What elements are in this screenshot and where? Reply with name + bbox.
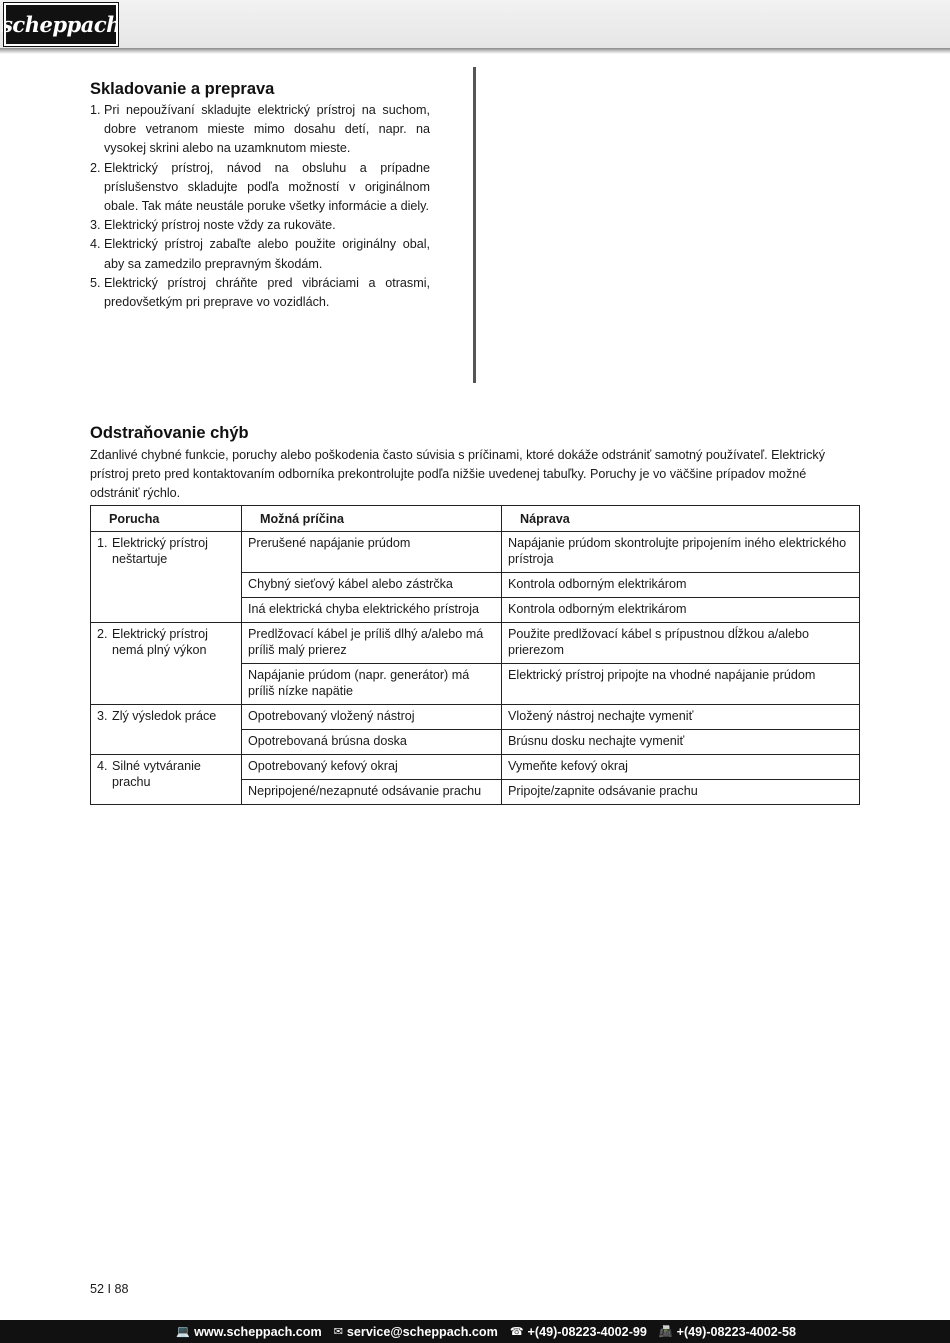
- cause-cell: Nepripojené/nezapnuté odsávanie prachu: [242, 780, 502, 805]
- phone-icon: ☎: [509, 1326, 524, 1338]
- scheppach-logo: [1, 3, 121, 46]
- logo-text: scheppach: [1, 12, 121, 37]
- cause-cell: Prerušené napájanie prúdom: [242, 532, 502, 573]
- footer-website-text: www.scheppach.com: [194, 1324, 322, 1339]
- header-remedy: Náprava: [502, 506, 860, 532]
- table-row: [91, 623, 860, 664]
- footer-phone-text: +(49)-08223-4002-99: [527, 1324, 647, 1339]
- computer-icon: 💻: [176, 1326, 191, 1338]
- remedy-cell: Napájanie prúdom skontrolujte pripojením iného elektrického prístroja: [502, 532, 860, 573]
- fax-icon: 📠: [658, 1326, 673, 1338]
- list-item: [90, 274, 430, 312]
- storage-list: [90, 101, 430, 312]
- header-fault: Porucha: [91, 506, 242, 532]
- list-item-number: 5.: [90, 275, 101, 290]
- header-cause: Možná príčina: [242, 506, 502, 532]
- list-item-text: Pri nepoužívaní skladujte elektrický prístroj na suchom, dobre vetranom mieste mimo dosahu detí, napr. na vysokej skrini alebo na uzamknutom mieste.: [104, 103, 430, 156]
- cause-cell: Iná elektrická chyba elektrického prístroja: [242, 598, 502, 623]
- footer-email-text: service@scheppach.com: [346, 1324, 498, 1339]
- list-item-number: 1.: [90, 103, 101, 117]
- fault-cell: [91, 532, 242, 623]
- footer-fax-text: +(49)-08223-4002-58: [676, 1324, 796, 1339]
- cause-cell: Opotrebovaný vložený nástroj: [242, 705, 502, 730]
- footer-phone: [510, 1325, 647, 1339]
- table-header-row: [91, 506, 860, 532]
- cause-cell: Predlžovací kábel je príliš dlhý a/alebo má príliš malý prierez: [242, 623, 502, 664]
- troubleshooting-title: Odstraňovanie chýb: [90, 424, 249, 442]
- cause-cell: Chybný sieťový kábel alebo zástrčka: [242, 573, 502, 598]
- list-item: [90, 101, 430, 159]
- fault-number: 2.: [97, 627, 108, 641]
- troubleshooting-intro: Zdanlivé chybné funkcie, poruchy alebo poškodenia často súvisia s príčinami, ktoré dokáže odstrániť samotný používateľ. Elektrický prístroj preto pred kontaktovaním odborníka prekontrolujte podľa nižšie uvedenej tabuľky. Poruchy je vo väčšine prípadov možné odstrániť rýchlo.: [90, 448, 826, 501]
- list-item-text: Elektrický prístroj chráňte pred vibráciami a otrasmi, predovšetkým pri preprave vo vozidlách.: [104, 275, 430, 310]
- fault-text: Elektrický prístroj nemá plný výkon: [112, 627, 208, 657]
- fault-cell: [91, 755, 242, 805]
- remedy-cell: Pripojte/zapnite odsávanie prachu: [502, 780, 860, 805]
- cause-cell: Opotrebovaná brúsna doska: [242, 730, 502, 755]
- remedy-cell: Vymeňte kefový okraj: [502, 755, 860, 780]
- list-item-number: 4.: [90, 237, 101, 252]
- list-item: [90, 216, 430, 235]
- cause-cell: Napájanie prúdom (napr. generátor) má príliš nízke napätie: [242, 664, 502, 705]
- fault-text: Zlý výsledok práce: [112, 709, 217, 723]
- fault-number: 3.: [97, 709, 108, 723]
- troubleshooting-table: [90, 505, 860, 805]
- list-item-text: Elektrický prístroj zabaľte alebo použite originálny obal, aby sa zamedzilo prepravným škodám.: [104, 237, 430, 271]
- remedy-cell: Použite predlžovací kábel s prípustnou dĺžkou a/alebo prierezom: [502, 623, 860, 664]
- list-item-text: Elektrický prístroj, návod na obsluhu a prípadne príslušenstvo skladujte podľa možností v originálnom obale. Tak máte neustále poruke všetky informácie a diely.: [104, 160, 430, 214]
- footer-website[interactable]: [176, 1325, 321, 1339]
- list-item-text: Elektrický prístroj noste vždy za rukoväte.: [104, 218, 336, 233]
- remedy-cell: Brúsnu dosku nechajte vymeniť: [502, 730, 860, 755]
- fault-text: Elektrický prístroj neštartuje: [112, 536, 208, 566]
- fault-cell: [91, 623, 242, 705]
- fault-number: 1.: [97, 536, 108, 550]
- column-divider: [473, 67, 476, 383]
- email-icon: ✉: [333, 1326, 343, 1338]
- table-row: [91, 755, 860, 780]
- list-item-number: 3.: [90, 218, 101, 233]
- table-row: [91, 532, 860, 573]
- fault-text: Silné vytváranie prachu: [112, 759, 201, 789]
- page-header: [0, 0, 950, 48]
- footer-fax: [659, 1325, 796, 1339]
- list-item: [90, 159, 430, 217]
- footer-email[interactable]: [334, 1325, 498, 1339]
- list-item: [90, 235, 430, 273]
- fault-number: 4.: [97, 759, 108, 773]
- remedy-cell: Elektrický prístroj pripojte na vhodné napájanie prúdom: [502, 664, 860, 705]
- remedy-cell: Kontrola odborným elektrikárom: [502, 573, 860, 598]
- fault-cell: [91, 705, 242, 755]
- header-shadow: [0, 48, 950, 54]
- page-number: 52 I 88: [90, 1282, 129, 1296]
- storage-title: Skladovanie a preprava: [90, 80, 275, 98]
- page-footer: [0, 1320, 950, 1343]
- remedy-cell: Vložený nástroj nechajte vymeniť: [502, 705, 860, 730]
- list-item-number: 2.: [90, 160, 101, 175]
- table-row: [91, 705, 860, 730]
- cause-cell: Opotrebovaný kefový okraj: [242, 755, 502, 780]
- remedy-cell: Kontrola odborným elektrikárom: [502, 598, 860, 623]
